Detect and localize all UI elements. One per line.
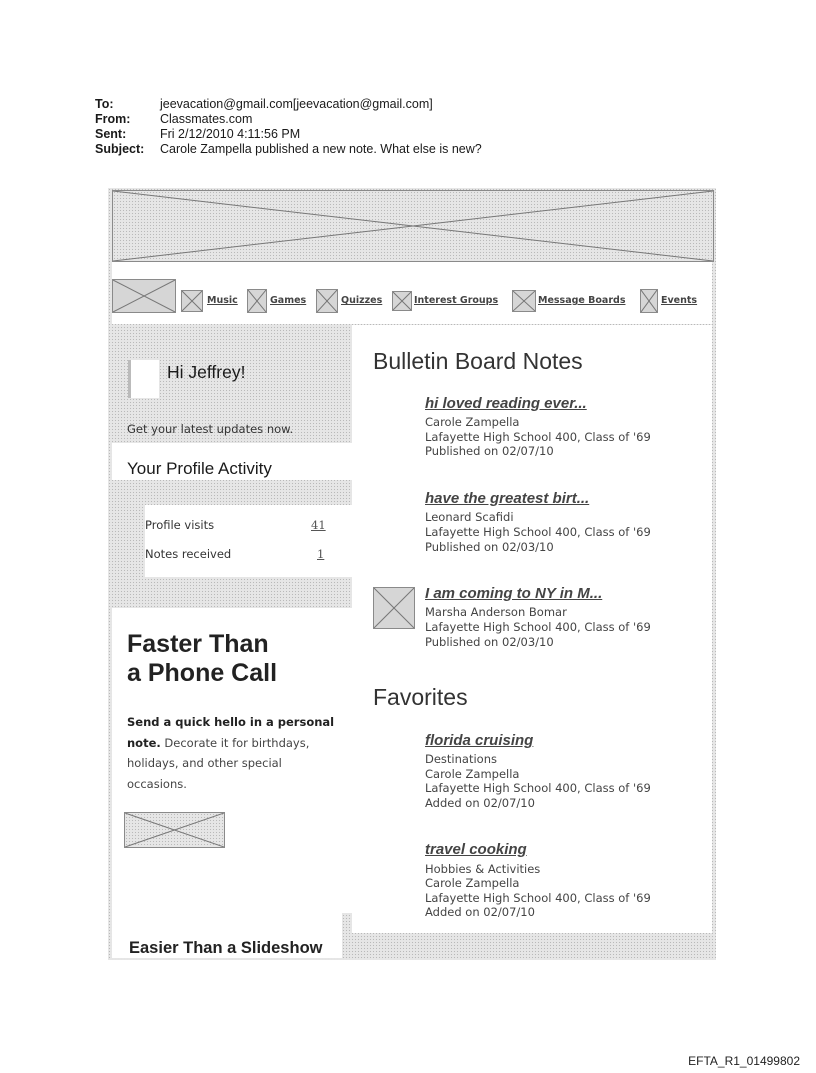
games-icon[interactable]	[247, 289, 267, 313]
from-label: From:	[95, 112, 131, 126]
profile-activity-title: Your Profile Activity	[127, 459, 272, 478]
promo-heading-line-1: Faster Than	[127, 630, 269, 658]
logo-image[interactable]	[112, 279, 176, 313]
favorite-title[interactable]: travel cooking	[425, 841, 527, 858]
events-icon[interactable]	[640, 289, 658, 313]
favorite-category: Hobbies & Activities	[425, 862, 541, 876]
to-label: To:	[95, 97, 114, 111]
favorites-title: Favorites	[373, 684, 468, 710]
author-photo[interactable]	[373, 587, 415, 629]
subject-value: Carole Zampella published a new note. What else is new?	[160, 142, 482, 156]
promo-heading-line-2: a Phone Call	[127, 659, 278, 687]
slideshow-heading: Easier Than a Slideshow	[129, 939, 323, 957]
quizzes-icon[interactable]	[316, 289, 338, 313]
promo-text	[127, 712, 342, 794]
from-value: Classmates.com	[160, 112, 253, 126]
nav-interest-groups-link[interactable]: Interest Groups	[414, 295, 499, 306]
greeting: Hi Jeffrey!	[167, 362, 246, 382]
nav-events-link[interactable]: Events	[661, 295, 698, 306]
favorite-school: Lafayette High School 400, Class of '69	[425, 891, 651, 905]
bulletin-title: Bulletin Board Notes	[373, 348, 583, 374]
profile-visits-label: Profile visits	[145, 518, 215, 532]
document-id: EFTA_R1_01499802	[688, 1054, 800, 1068]
music-icon[interactable]	[181, 290, 203, 312]
bulletin-note-title[interactable]: have the greatest birt...	[425, 490, 590, 507]
bulletin-note-date: Published on 02/03/10	[425, 635, 554, 649]
sent-label: Sent:	[95, 127, 127, 141]
bulletin-note-author: Leonard Scafidi	[425, 510, 514, 524]
bulletin-note-title[interactable]: hi loved reading ever...	[425, 395, 587, 412]
promo-text-body: Decorate it for birthdays, holidays, and other special occasions.	[127, 735, 310, 791]
favorite-school: Lafayette High School 400, Class of '69	[425, 781, 651, 795]
bulletin-note-title[interactable]: I am coming to NY in M...	[425, 585, 603, 602]
nav-message-boards-link[interactable]: Message Boards	[538, 295, 626, 306]
notes-received-label: Notes received	[145, 547, 232, 561]
profile-activity-box	[145, 505, 352, 577]
bulletin-note-school: Lafayette High School 400, Class of '69	[425, 620, 651, 634]
email-header	[95, 97, 482, 157]
sent-value: Fri 2/12/2010 4:11:56 PM	[160, 127, 301, 141]
favorite-category: Destinations	[425, 752, 497, 766]
favorite-author: Carole Zampella	[425, 876, 520, 890]
nav-music-link[interactable]: Music	[207, 295, 238, 306]
favorite-date: Added on 02/07/10	[425, 905, 535, 919]
banner-image[interactable]	[112, 190, 714, 262]
notes-received-value[interactable]: 1	[317, 547, 325, 561]
bulletin-note-date: Published on 02/07/10	[425, 444, 554, 458]
bulletin-note-date: Published on 02/03/10	[425, 540, 554, 554]
nav-games-link[interactable]: Games	[270, 295, 307, 306]
bulletin-note-school: Lafayette High School 400, Class of '69	[425, 525, 651, 539]
to-value: jeevacation@gmail.com[jeevacation@gmail.com]	[160, 97, 433, 111]
promo-image[interactable]	[124, 812, 225, 848]
bulletin-note-school: Lafayette High School 400, Class of '69	[425, 430, 651, 444]
promo-heading	[127, 630, 347, 688]
bulletin-note-author: Marsha Anderson Bomar	[425, 605, 567, 619]
favorite-date: Added on 02/07/10	[425, 796, 535, 810]
favorite-author: Carole Zampella	[425, 767, 520, 781]
profile-visits-value[interactable]: 41	[311, 518, 326, 532]
interest-groups-icon[interactable]	[392, 291, 412, 311]
favorite-title[interactable]: florida cruising	[425, 732, 534, 749]
promo-text-bold: Send a quick hello in a personal note.	[127, 715, 335, 750]
nav-quizzes-link[interactable]: Quizzes	[341, 295, 383, 306]
bulletin-note-author: Carole Zampella	[425, 415, 520, 429]
avatar[interactable]	[128, 360, 159, 398]
subject-label: Subject:	[95, 142, 145, 156]
message-boards-icon[interactable]	[512, 290, 536, 312]
updates-link[interactable]: Get your latest updates now.	[127, 422, 294, 436]
